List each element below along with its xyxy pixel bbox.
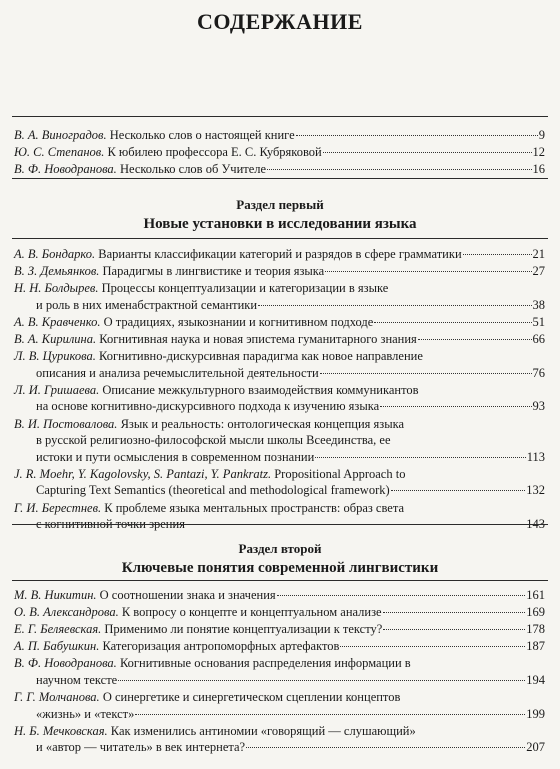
dot-leader xyxy=(325,271,531,272)
entry-text xyxy=(14,348,423,365)
entry-page: 199 xyxy=(526,706,545,721)
entry-title: Парадигмы в лингвистике и теория языка xyxy=(102,264,325,279)
toc-entry xyxy=(14,466,545,499)
toc-entry xyxy=(14,621,545,638)
entry-page: 9 xyxy=(538,128,545,142)
entry-page: 178 xyxy=(526,622,545,637)
entry-line xyxy=(14,382,545,399)
entry-line xyxy=(14,706,545,723)
entry-title: с когнитивной точки зрения xyxy=(36,517,185,532)
entry-title: О соотношении знака и значения xyxy=(99,588,276,602)
entry-title: Когнитивная наука и новая эпистема гуманитарного знания xyxy=(99,332,417,346)
entry-line xyxy=(14,621,545,638)
entry-text xyxy=(14,416,404,433)
entry-page: 207 xyxy=(526,740,545,755)
entry-line xyxy=(14,655,545,672)
toc-entry xyxy=(14,689,545,722)
entry-text xyxy=(14,263,324,280)
page-title: СОДЕРЖАНИЕ xyxy=(197,9,363,34)
dot-leader xyxy=(391,490,526,491)
entry-line xyxy=(14,689,545,706)
toc-entry xyxy=(14,127,545,144)
entry-author: В. И. Постовалова. xyxy=(14,416,118,431)
entry-title: Несколько слов о настоящей книге xyxy=(109,128,295,142)
entry-title: «жизнь» и «текст» xyxy=(36,706,135,721)
section-1-subtitle: Новые установки в исследовании языка xyxy=(143,216,417,232)
toc-entry xyxy=(14,587,545,604)
entry-text xyxy=(36,365,319,382)
entry-author: J. R. Moehr, Y. Kagolovsky, S. Pantazi, Y. Pankratz. xyxy=(14,466,272,481)
entry-title: Capturing Text Semantics (theoretical and methodological framework) xyxy=(36,483,390,498)
dot-leader xyxy=(383,612,526,613)
section-2-header xyxy=(0,541,560,576)
entry-title: Когнитивные основания распределения информации в xyxy=(119,656,411,671)
entry-line xyxy=(14,127,545,144)
entry-line xyxy=(14,314,545,331)
dot-leader xyxy=(463,254,532,255)
entry-page: 187 xyxy=(526,639,545,654)
entry-text xyxy=(14,161,266,178)
entry-line xyxy=(14,144,545,161)
section-1-header xyxy=(0,197,560,232)
dot-leader xyxy=(246,747,525,748)
section-2-subtitle: Ключевые понятия современной лингвистики xyxy=(121,560,439,576)
entry-page: 21 xyxy=(532,247,545,261)
entry-title: Категоризация антропоморфных артефактов xyxy=(102,639,340,654)
entry-title: Когнитивно-дискурсивная парадигма как новое направление xyxy=(98,349,423,364)
toc-entry xyxy=(14,348,545,381)
entry-author: А. П. Бабушкин. xyxy=(14,639,100,654)
entry-text xyxy=(36,398,379,415)
divider xyxy=(12,238,548,239)
entry-text xyxy=(14,689,400,706)
divider xyxy=(12,580,548,581)
dot-leader xyxy=(135,714,525,715)
dot-leader xyxy=(374,322,531,323)
toc-entry xyxy=(14,604,545,621)
entry-page: 51 xyxy=(532,314,545,329)
entry-line xyxy=(14,365,545,382)
toc-entry xyxy=(14,161,545,178)
entry-line xyxy=(14,348,545,365)
entry-text xyxy=(36,432,391,449)
entry-line xyxy=(14,638,545,655)
entry-text xyxy=(36,706,134,723)
entry-text xyxy=(14,723,416,740)
entry-title: О традициях, языкознании и когнитивном подходе xyxy=(103,314,374,329)
dot-leader xyxy=(267,169,531,170)
entry-line xyxy=(14,723,545,740)
entry-line xyxy=(14,432,545,449)
entry-page: 27 xyxy=(532,264,545,279)
entry-text xyxy=(14,587,276,604)
toc-entry xyxy=(14,144,545,161)
entry-text xyxy=(14,246,462,263)
dot-leader xyxy=(418,339,532,340)
toc-entry xyxy=(14,723,545,756)
entry-line xyxy=(14,246,545,263)
entry-title: К вопросу о концепте и концептуальном анализе xyxy=(121,605,382,620)
entry-author: В. Ф. Новодранова. xyxy=(14,162,117,177)
entry-line xyxy=(14,297,545,314)
entry-page: 194 xyxy=(526,672,545,687)
dot-leader xyxy=(315,457,525,458)
entry-text xyxy=(36,739,245,756)
entry-line xyxy=(14,161,545,178)
entry-title: О синергетике и синергетическом сцеплении концептов xyxy=(102,690,401,705)
entry-title: и роль в них именабстрактной семантики xyxy=(36,297,258,312)
entry-author: Е. Г. Беляевская. xyxy=(14,622,102,637)
entry-line xyxy=(14,500,545,517)
entry-text xyxy=(14,144,322,161)
toc-entry xyxy=(14,280,545,313)
entry-page: 169 xyxy=(526,605,545,620)
entry-author: А. В. Кравченко. xyxy=(14,314,101,329)
entry-page: 66 xyxy=(532,332,545,346)
entry-line xyxy=(14,263,545,280)
entry-text xyxy=(14,638,339,655)
dot-leader xyxy=(323,152,532,153)
entry-title: и «автор — читатель» в век интернета? xyxy=(36,740,246,755)
entry-line xyxy=(14,466,545,483)
entry-page: 16 xyxy=(532,162,545,177)
toc-entry xyxy=(14,416,545,466)
entry-page: 12 xyxy=(532,145,545,160)
entry-title: Как изменились антиномии «говорящий — слушающий» xyxy=(110,723,416,738)
toc-entry xyxy=(14,314,545,331)
dot-leader xyxy=(296,135,538,136)
section-2-heading: Раздел второй xyxy=(238,541,322,556)
entry-author: Л. В. Цурикова. xyxy=(14,349,96,364)
entry-title: Несколько слов об Учителе xyxy=(119,162,267,177)
entry-text xyxy=(36,297,257,314)
entry-title: Процессы концептуализации и категоризации в языке xyxy=(101,281,389,296)
entry-title: на основе когнитивно-дискурсивного подхода к изучению языка xyxy=(36,399,380,414)
dot-leader xyxy=(277,595,526,596)
entry-author: В. А. Кирилина. xyxy=(14,332,97,346)
entry-text xyxy=(14,314,373,331)
entry-text xyxy=(36,672,117,689)
dot-leader xyxy=(383,629,525,630)
entry-title: истоки и пути осмысления в современном познании xyxy=(36,449,315,464)
entry-title: в русской религиозно-философской мысли школы Всеединства, ее xyxy=(36,433,391,448)
entry-text xyxy=(14,621,382,638)
entry-title: Propositional Approach to xyxy=(274,466,406,481)
entry-page: 93 xyxy=(532,399,545,414)
toc-entry xyxy=(14,331,545,348)
dot-leader xyxy=(258,305,531,306)
entry-author: В. З. Демьянков. xyxy=(14,264,100,279)
entry-page: 76 xyxy=(532,365,545,380)
divider xyxy=(12,524,548,525)
entry-text xyxy=(14,331,417,348)
entry-page: 161 xyxy=(526,588,545,602)
entry-text xyxy=(14,500,404,517)
entry-title: Варианты классификации категорий и разрядов в сфере грамматики xyxy=(98,247,462,261)
entry-author: Г. Г. Молчанова. xyxy=(14,690,100,705)
entry-line xyxy=(14,739,545,756)
entry-author: Н. Б. Мечковская. xyxy=(14,723,108,738)
dot-leader xyxy=(320,373,532,374)
entry-title: К юбилею профессора Е. С. Кубряковой xyxy=(107,145,322,160)
entry-author: А. В. Бондарко. xyxy=(14,247,96,261)
entry-page: 143 xyxy=(526,517,545,532)
entry-text xyxy=(14,382,419,399)
entry-title: описания и анализа речемыслительной деятельности xyxy=(36,365,319,380)
entry-author: Л. И. Гришаева. xyxy=(14,382,100,397)
entry-title: научном тексте xyxy=(36,672,118,687)
entry-line xyxy=(14,280,545,297)
entry-author: О. В. Александрова. xyxy=(14,605,119,620)
divider xyxy=(12,178,548,179)
entry-author: В. Ф. Новодранова. xyxy=(14,656,117,671)
entry-line xyxy=(14,449,545,466)
entry-page: 113 xyxy=(526,449,545,464)
entry-text xyxy=(36,449,314,466)
entry-line xyxy=(14,604,545,621)
entry-author: М. В. Никитин. xyxy=(14,588,97,602)
toc-entry xyxy=(14,263,545,280)
toc-entry xyxy=(14,382,545,415)
section-1-heading: Раздел первый xyxy=(236,197,324,212)
entry-line xyxy=(14,482,545,499)
entry-line xyxy=(14,416,545,433)
entry-line xyxy=(14,331,545,348)
entry-text xyxy=(14,466,405,483)
entry-author: Н. Н. Болдырев. xyxy=(14,281,99,296)
entry-line xyxy=(14,672,545,689)
entry-page: 132 xyxy=(526,483,545,498)
entry-text xyxy=(36,482,390,499)
divider xyxy=(12,116,548,117)
dot-leader xyxy=(380,406,531,407)
entry-author: Г. И. Берестнев. xyxy=(14,500,102,515)
toc-entry xyxy=(14,655,545,688)
entry-author: Ю. С. Степанов. xyxy=(14,145,105,160)
entry-line xyxy=(14,398,545,415)
toc-entry xyxy=(14,638,545,655)
entry-text xyxy=(14,604,382,621)
toc-entry xyxy=(14,246,545,263)
entry-title: Описание межкультурного взаимодействия коммуникантов xyxy=(102,382,419,397)
entry-page: 38 xyxy=(532,297,545,312)
entry-line xyxy=(14,587,545,604)
dot-leader xyxy=(340,646,525,647)
entry-title: К проблеме языка ментальных пространств: образ света xyxy=(104,500,405,515)
dot-leader xyxy=(118,680,525,681)
entry-title: Применимо ли понятие концептуализации к тексту? xyxy=(104,622,383,637)
entry-text xyxy=(14,280,388,297)
entry-text xyxy=(14,655,411,672)
entry-title: Язык и реальность: онтологическая концепция языка xyxy=(120,416,405,431)
entry-author: В. А. Виноградов. xyxy=(14,128,107,142)
entry-text xyxy=(14,127,295,144)
toc-entry xyxy=(14,500,545,533)
